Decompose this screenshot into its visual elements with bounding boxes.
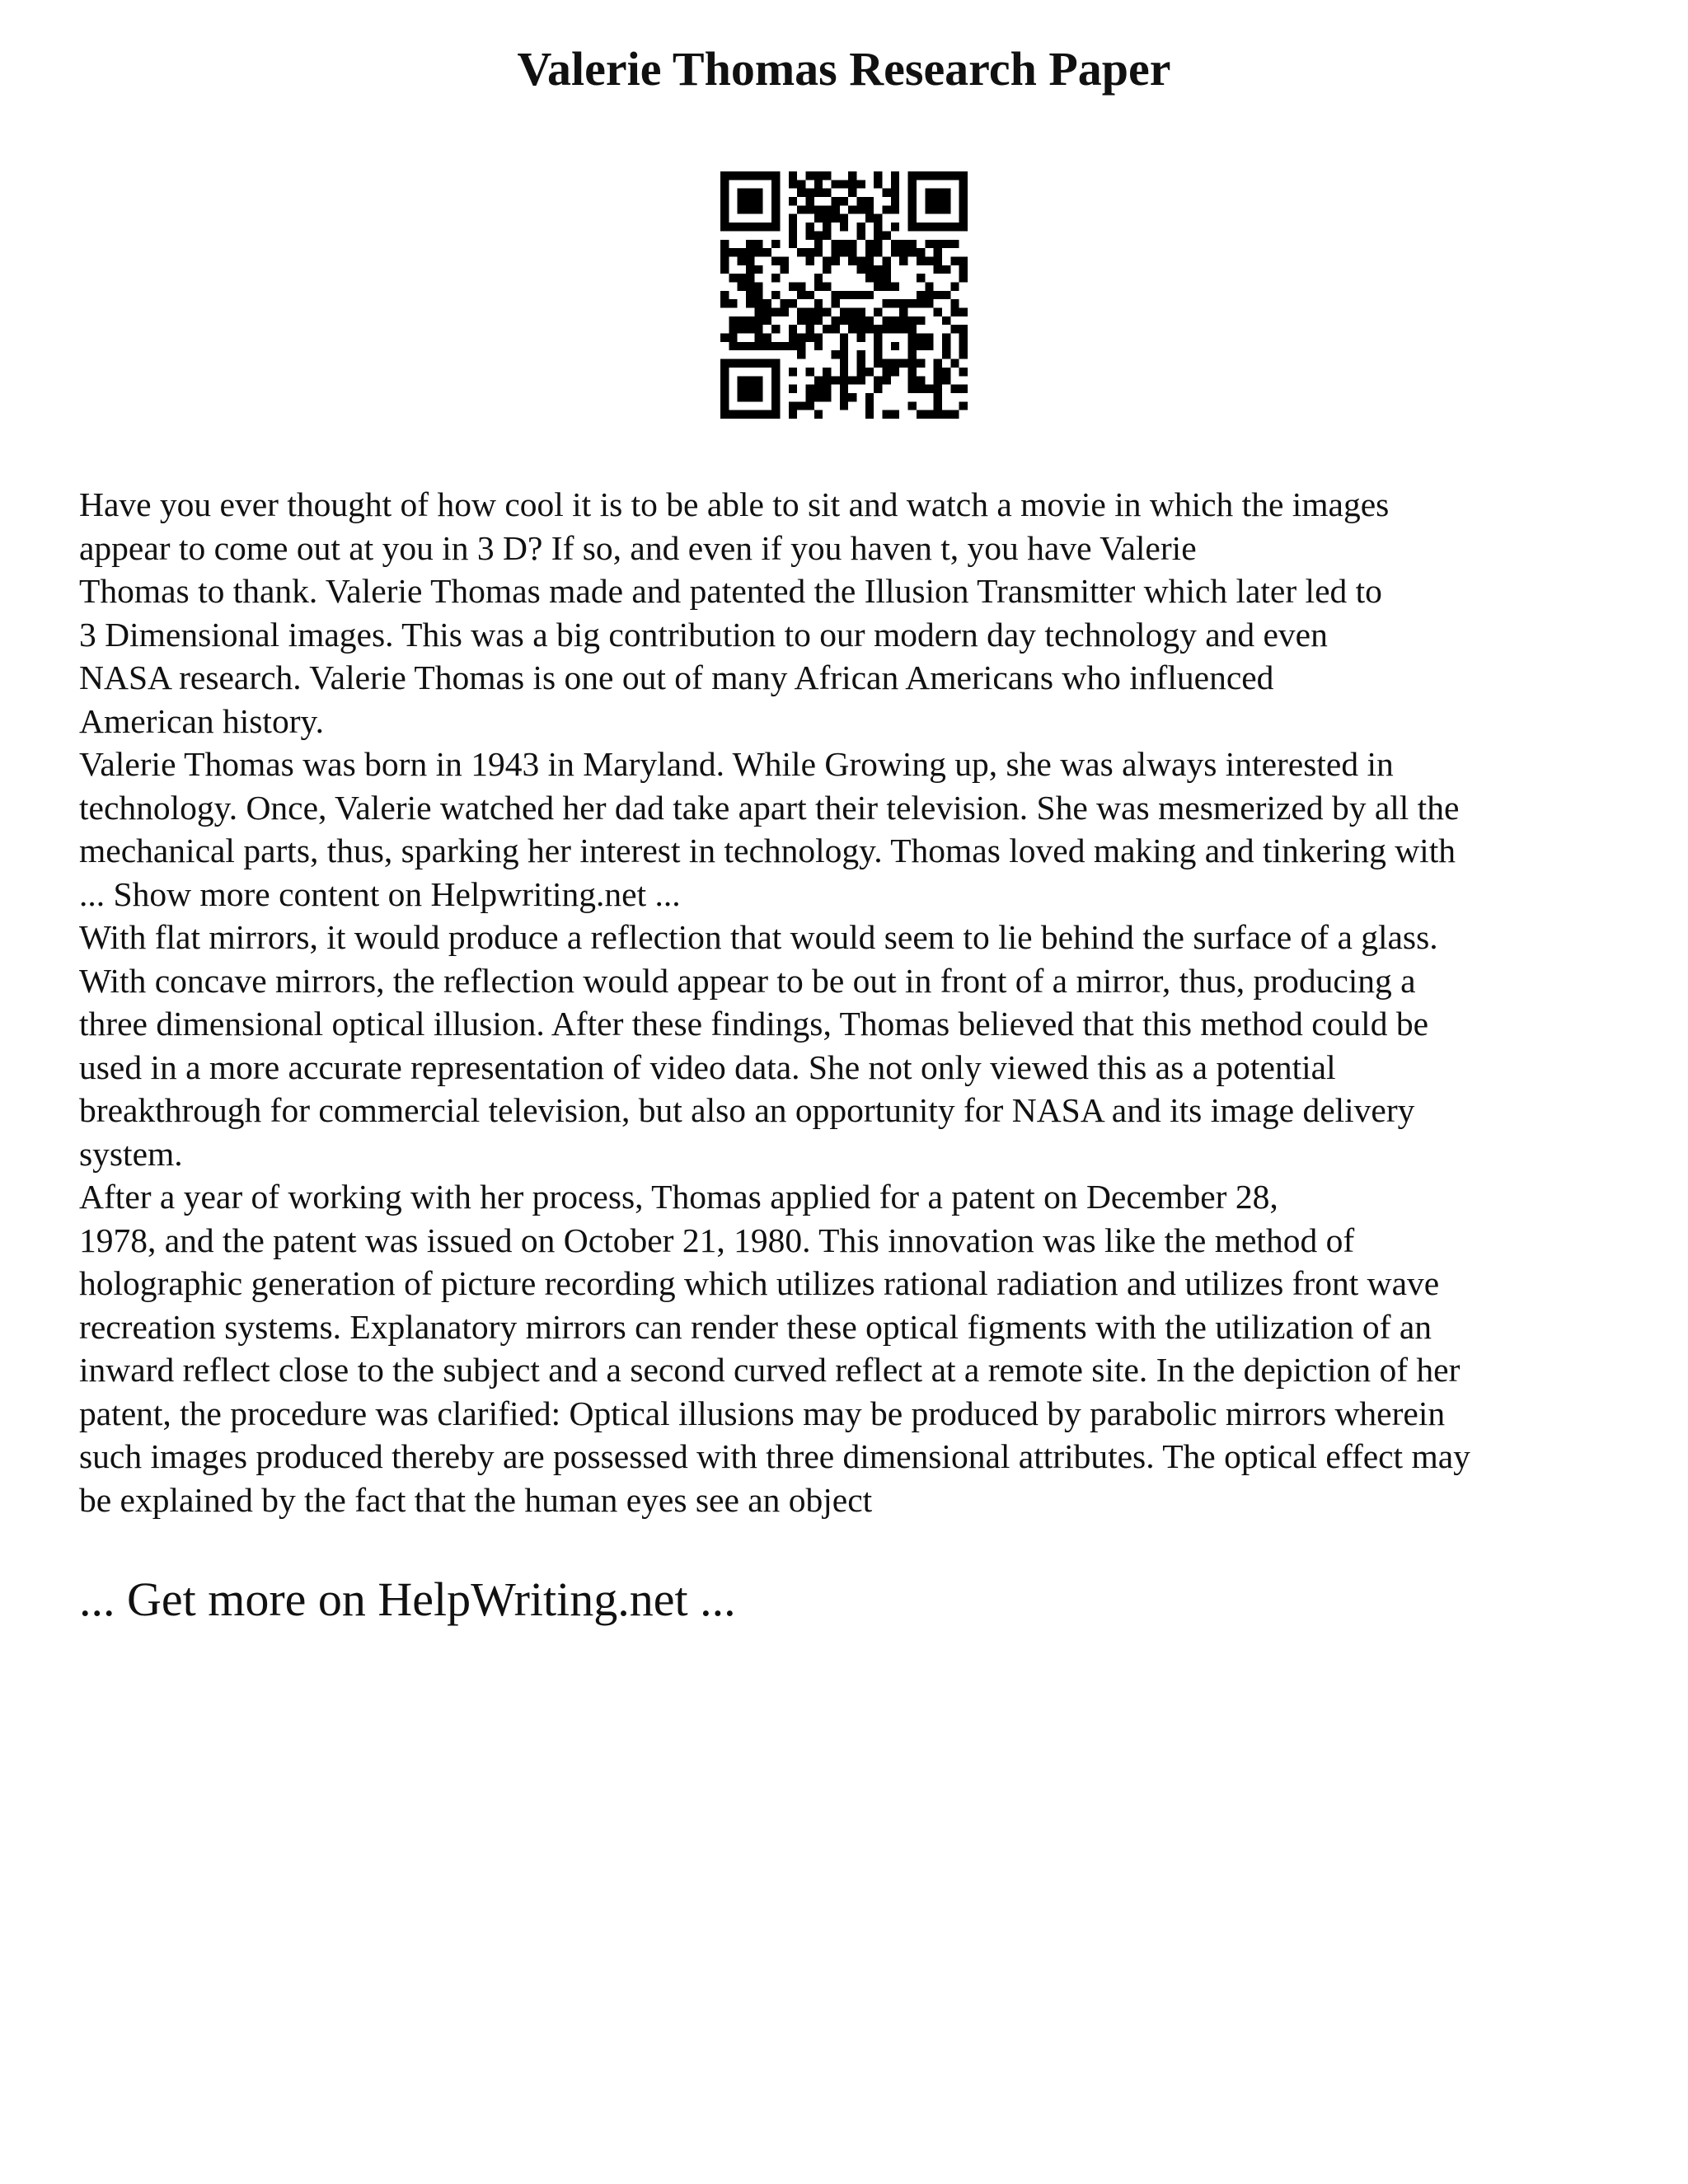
body-line: be explained by the fact that the human eyes see an object	[79, 1480, 873, 1519]
article-body	[79, 483, 1620, 1521]
body-line: Thomas to thank. Valerie Thomas made and patented the Illusion Transmitter which later led to	[79, 572, 1382, 610]
body-line: 3 Dimensional images. This was a big contribution to our modern day technology and even	[79, 615, 1328, 654]
body-line: With flat mirrors, it would produce a reflection that would seem to lie behind the surface of a glass.	[79, 918, 1438, 956]
body-line: inward reflect close to the subject and a second curved reflect at a remote site. In the depiction of her	[79, 1351, 1461, 1389]
body-line: patent, the procedure was clarified: Optical illusions may be produced by parabolic mirrors wherein	[79, 1394, 1446, 1432]
page-title: Valerie Thomas Research Paper	[517, 42, 1171, 96]
body-line: Valerie Thomas was born in 1943 in Maryland. While Growing up, she was always interested in	[79, 745, 1394, 783]
body-line: used in a more accurate representation of video data. She not only viewed this as a potential	[79, 1047, 1336, 1086]
body-line: holographic generation of picture recording which utilizes rational radiation and utilizes front wave	[79, 1264, 1440, 1302]
body-line: NASA research. Valerie Thomas is one out of many African Americans who influenced	[79, 658, 1274, 696]
body-line: appear to come out at you in 3 D? If so, and even if you haven t, you have Valerie	[79, 528, 1197, 567]
show-more-link[interactable]: ... Show more content on Helpwriting.net ...	[79, 874, 681, 913]
body-line: breakthrough for commercial television, but also an opportunity for NASA and its image delivery	[79, 1091, 1415, 1129]
body-line: such images produced thereby are possessed with three dimensional attributes. The optical effect may	[79, 1437, 1470, 1475]
body-line: With concave mirrors, the reflection would appear to be out in front of a mirror, thus, producing a	[79, 961, 1416, 1000]
body-line: system.	[79, 1134, 183, 1173]
body-line: After a year of working with her process, Thomas applied for a patent on December 28,	[79, 1178, 1278, 1216]
qr-code-icon	[720, 171, 968, 419]
body-line: Have you ever thought of how cool it is to be able to sit and watch a movie in which the images	[79, 485, 1390, 523]
body-line: American history.	[79, 701, 324, 740]
get-more-link[interactable]: ... Get more on HelpWriting.net ...	[79, 1572, 736, 1626]
body-line: mechanical parts, thus, sparking her interest in technology. Thomas loved making and tinkering with	[79, 832, 1456, 869]
body-line: three dimensional optical illusion. After these findings, Thomas believed that this method could be	[79, 1005, 1429, 1043]
body-line: technology. Once, Valerie watched her dad take apart their television. She was mesmerized by all the	[79, 788, 1460, 827]
body-line: 1978, and the patent was issued on October 21, 1980. This innovation was like the method of	[79, 1221, 1355, 1259]
body-line: recreation systems. Explanatory mirrors can render these optical figments with the utilization of an	[79, 1307, 1432, 1346]
